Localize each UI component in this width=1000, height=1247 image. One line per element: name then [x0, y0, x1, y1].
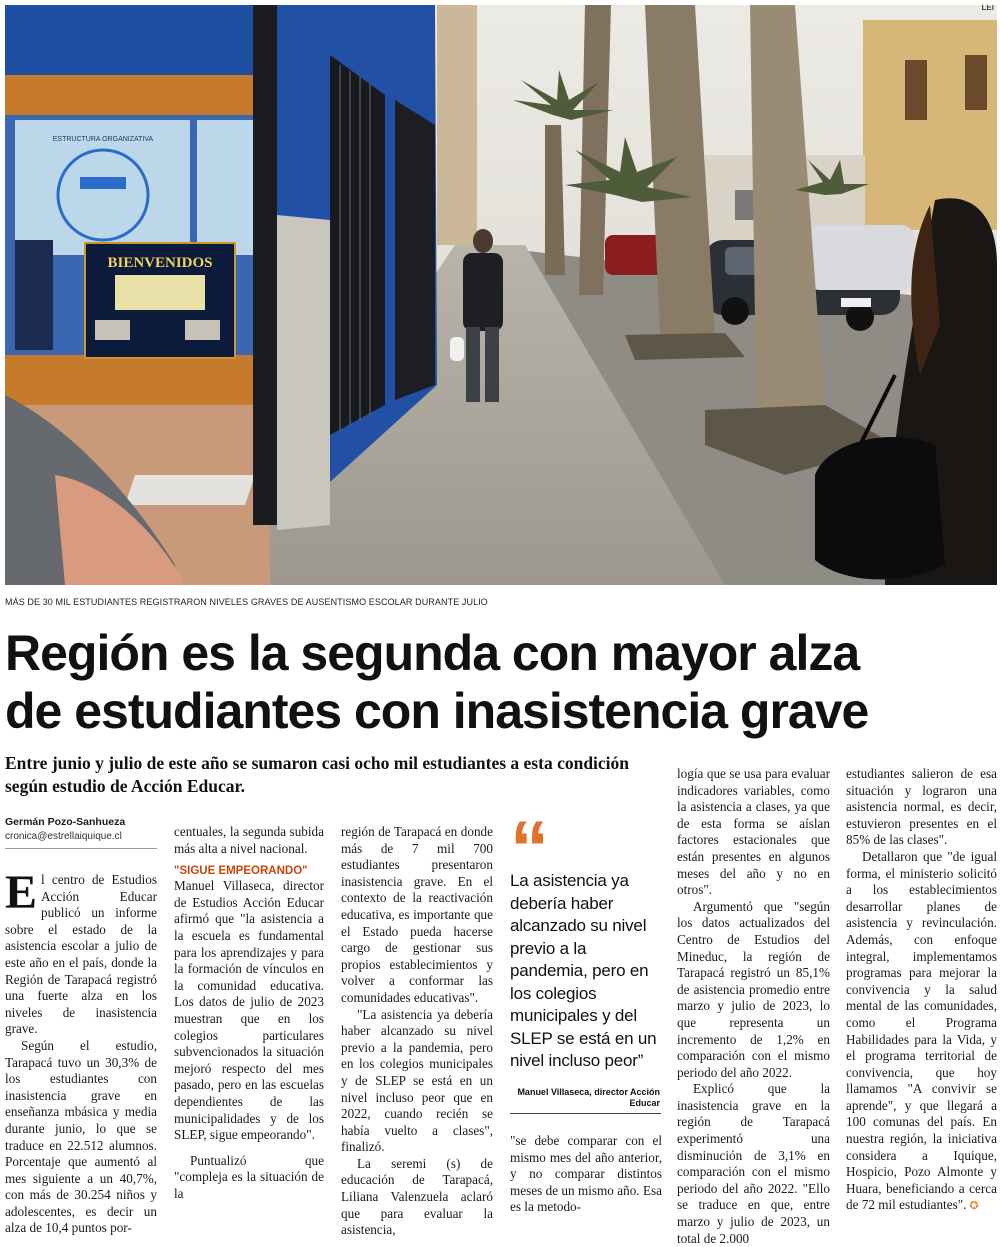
- pull-quote-divider: [510, 1113, 661, 1114]
- photo-caption: MÁS DE 30 MIL ESTUDIANTES REGISTRARON NIVELES GRAVES DE AUSENTISMO ESCOLAR DURANTE JULIO: [5, 597, 488, 607]
- author-name: Germán Pozo-Sanhueza: [5, 816, 126, 828]
- article-paragraph: región de Tarapacá en donde más de 7 mil 700 estudiantes presentaron inasistencia grave. En el contexto de la reactivación educativa, es importante que el Estado pueda hacerse cargo de gestionar sus propios establecimientos y volver a conformar las comunidades educativas".: [341, 824, 493, 1005]
- bienvenidos-sign-text: BIENVENIDOS: [107, 255, 213, 271]
- article-column-6: [846, 766, 997, 1215]
- section-subtitle: "SIGUE EMPEORANDO": [174, 865, 308, 878]
- paragraph-text: l centro de Estudios Acción Educar publicó un informe sobre el estado de la asistencia escolar a julio de este año en el país, donde la Región de Tarapacá registró una fuerte alza en los niveles de inasistencia grave.: [5, 872, 157, 1037]
- article-paragraph: [846, 849, 997, 1215]
- article-paragraph: "La asistencia ya debería haber alcanzado su nivel previo a la pandemia, pero en los colegios municipales y de SLEP se está en un nivel incluso peor que en 2022, cuando recién se había vuelto a clases", finalizó.: [341, 1006, 493, 1155]
- article-paragraph: Según el estudio, Tarapacá tuvo un 30,3% de los estudiantes con inasistencia grave en enseñanza mbásica y media durante junio, lo que se traduce en 22.512 alumnos. Porcentaje que aumentó al mes siguiente a un 40,7%, con más de 30.254 niños y adolescentes, es decir un alza de 10,4 puntos por-: [5, 1037, 157, 1236]
- article-paragraph: Explicó que la inasistencia grave en la región de Tarapacá experimentó una disminución de 3,1% en comparación con el mismo periodo del año 2022. "Ello se traduce en que, entre marzo y julio de 2023, un total de 2.000: [677, 1081, 830, 1246]
- article-paragraph: Puntualizó que "compleja es la situación de la: [174, 1152, 324, 1201]
- paragraph-text: Detallaron que "de igual forma, el ministerio solicitó a los establecimientos desarrollar planes de asistencia y revinculación. Además, con enfoque integral, implementamos programas para mejorar la convivencia y la salud mental de las comunidades, como el Programa Habilidades para la Vida, y el programa territorial de convivencia, que hoy llamamos "A convivir se aprende", y que llegará a 100 comunas del país. En nuestra región, la iniciativa considera a Iquique, Hospicio, Pozo Almonte y Huara, beneficiando a cerca de 72 mil estudiantes".: [846, 848, 997, 1213]
- end-of-article-icon: ✪: [969, 1200, 979, 1213]
- page-marker: LEI: [981, 5, 994, 12]
- article-column-4: [510, 1133, 662, 1216]
- subheadline: Entre junio y julio de este año se sumaron casi ocho mil estudiantes a esta condición según estudio de Acción Educar.: [5, 753, 630, 796]
- byline: [5, 816, 155, 842]
- article-paragraph: [5, 866, 157, 1038]
- drop-cap: E: [5, 866, 38, 919]
- byline-divider: [5, 848, 157, 849]
- pull-quote-text: La asistencia ya debería haber alcanzado su nivel previo a la pandemia, pero en los colegios municipales y del SLEP se está en un nivel incluso peor”: [510, 871, 657, 1070]
- article-column-5: [677, 766, 830, 1247]
- author-email[interactable]: cronica@estrellaiquique.cl: [5, 831, 122, 842]
- headline-line-2: de estudiantes con inasistencia grave: [5, 683, 869, 739]
- article-column-2: [174, 824, 324, 1202]
- street-scene-illustration: [5, 5, 997, 585]
- article-paragraph: logía que se usa para evaluar indicadores variables, como la asistencia a clases, ya que de esta forma se aíslan factores estacionales que están presentes en algunos meses del año y no en otros".: [677, 766, 830, 898]
- headline: [5, 624, 995, 740]
- article-paragraph: estudiantes salieron de esa situación y lograron una asistencia normal, es decir, estuvieron presentes en el 85% de las clases".: [846, 766, 997, 848]
- article-column-3: [341, 824, 493, 1239]
- article-column-1: [5, 866, 157, 1237]
- pull-quote: [510, 804, 660, 1109]
- pull-quote-attribution: Manuel Villaseca, director Acción Educar: [517, 1086, 660, 1108]
- headline-line-1: Región es la segunda con mayor alza: [5, 625, 860, 681]
- org-chart-board-title: ESTRUCTURA ORGANIZATIVA: [52, 136, 154, 143]
- article-paragraph: Manuel Villaseca, director de Estudios Acción Educar afirmó que "la asistencia a la escuela es fundamental para los aprendizajes y para la formación de vínculos en la comunidad educativa. Los datos de julio de 2023 muestran que en los colegios particulares subvencionados la situación mejoró respecto del mes pasado, pero en las escuelas dependientes de las municipalidades y de los SLEP, sigue empeorando".: [174, 878, 324, 1143]
- article-photo: [5, 5, 997, 585]
- article-paragraph: "se debe comparar con el mismo mes del año anterior, y no comparar distintos meses de un mismo año. Esa es la metodo-: [510, 1133, 662, 1215]
- article-paragraph: Argumentó que "según los datos actualizados del Centro de Estudios del Mineduc, la región de Tarapacá registró un 85,1% de asistencia promedio entre marzo y julio de 2023, lo que representa un incremento de 1,2% en comparación con el mismo periodo del año 2022.: [677, 898, 830, 1080]
- article-paragraph: centuales, la segunda subida más alta a nivel nacional.: [174, 824, 324, 856]
- article-paragraph: La seremi (s) de educación de Tarapacá, Liliana Valenzuela aclaró que para evaluar la asistencia,: [341, 1155, 493, 1238]
- quote-marks-icon: “: [510, 804, 543, 892]
